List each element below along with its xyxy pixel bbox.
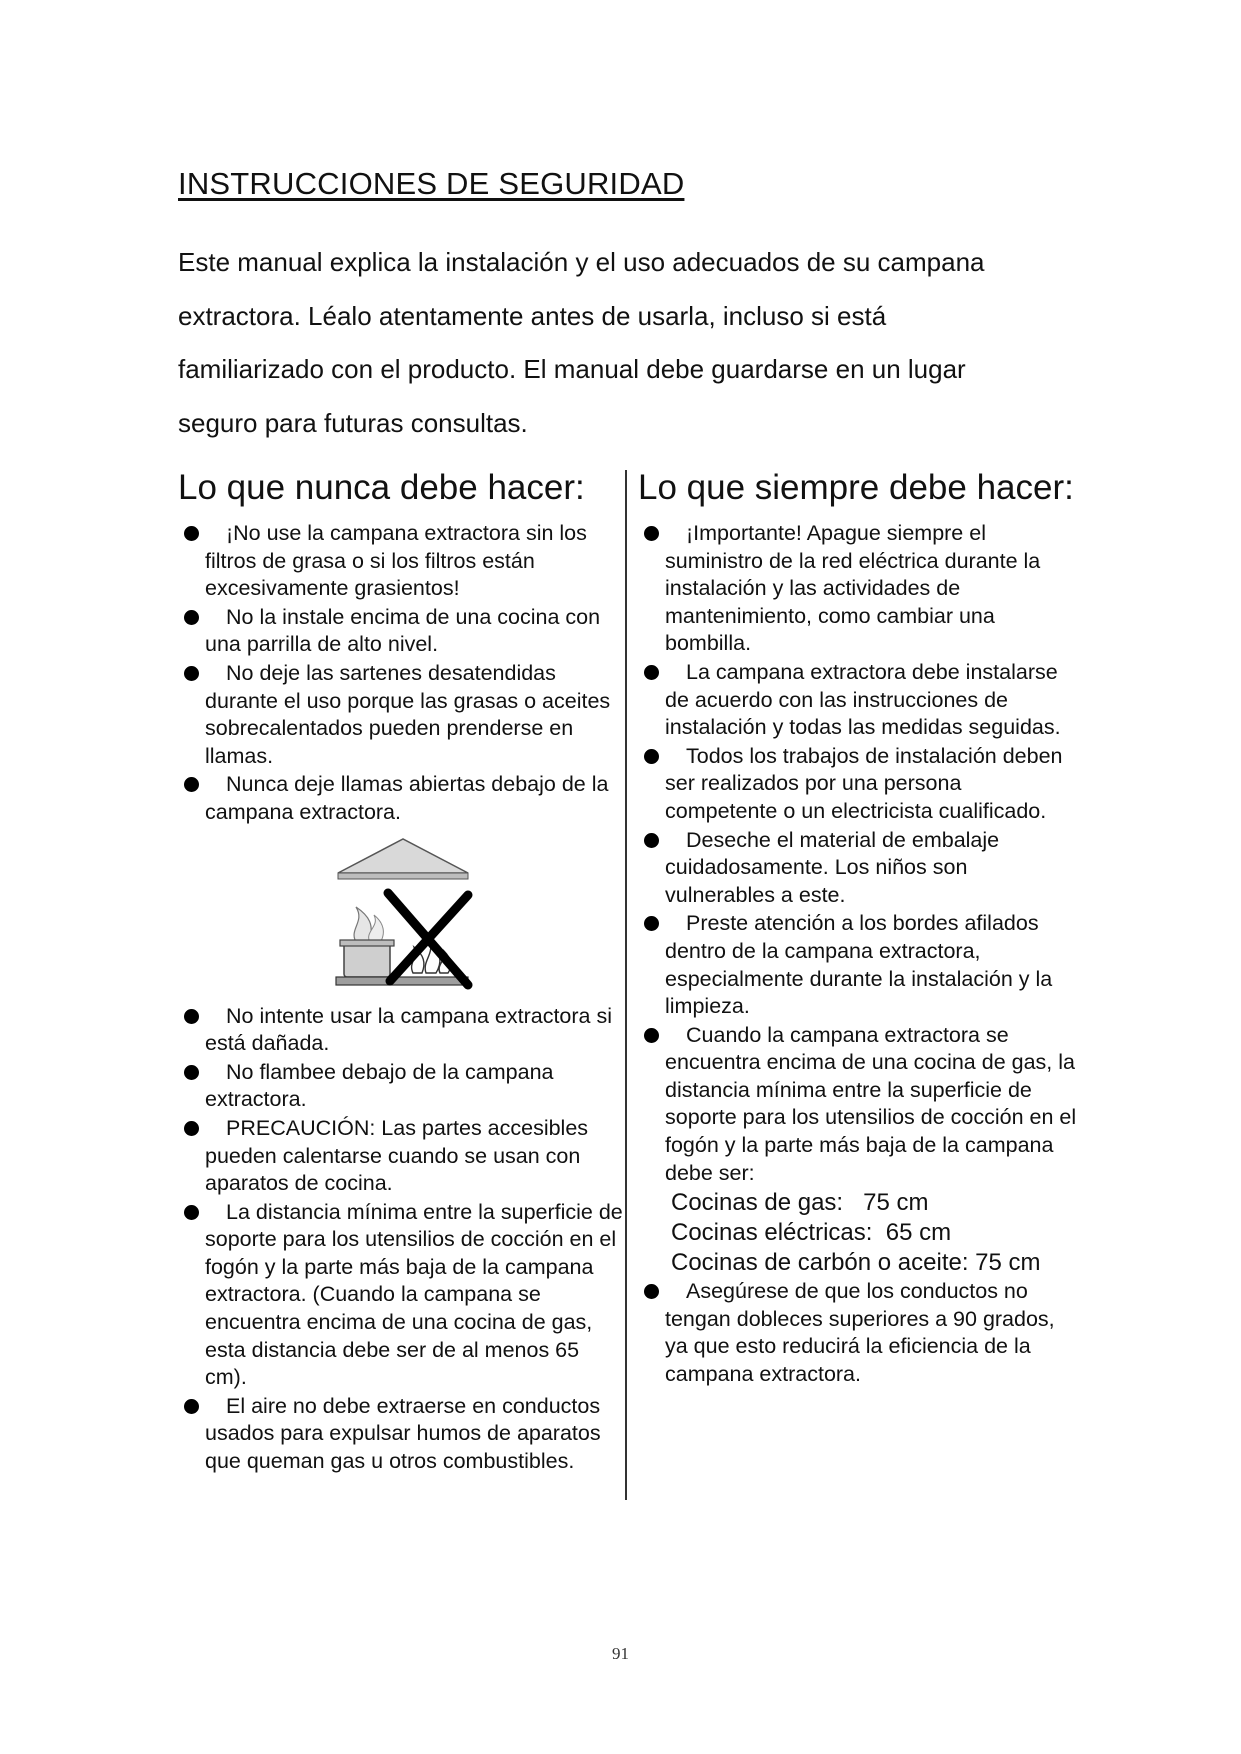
list-item-text: PRECAUCIÓN: Las partes accesibles pueden calentarse cuando se usan con aparatos de cocina. bbox=[205, 1115, 589, 1196]
page-number: 91 bbox=[612, 1644, 629, 1663]
bullet-icon bbox=[644, 526, 659, 541]
bullet-icon bbox=[644, 833, 659, 848]
always-list bbox=[638, 520, 1078, 1390]
list-item-text: No intente usar la campana extractora si está dañada. bbox=[205, 1003, 613, 1056]
list-item bbox=[178, 1003, 623, 1058]
intro-line: extractora. Léalo atentamente antes de usarla, incluso si está bbox=[178, 300, 887, 331]
list-item-text: ¡No use la campana extractora sin los filtros de grasa o si los filtros están excesivamente grasientos! bbox=[205, 521, 587, 601]
list-item-text: El aire no debe extraerse en conductos usados para expulsar humos de aparatos que queman gas u otros combustibles. bbox=[205, 1393, 601, 1474]
bullet-icon bbox=[184, 777, 199, 792]
list-item bbox=[178, 1115, 623, 1198]
distance-gas: Cocinas de gas: 75 cm bbox=[671, 1189, 929, 1217]
bullet-icon bbox=[184, 1399, 199, 1414]
bullet-icon bbox=[184, 666, 199, 681]
list-item-text: No la instale encima de una cocina con una parrilla de alto nivel. bbox=[205, 604, 601, 657]
bullet-icon bbox=[184, 1121, 199, 1136]
distance-list bbox=[638, 1188, 1078, 1278]
list-item bbox=[638, 659, 1078, 742]
never-heading: Lo que nunca debe hacer: bbox=[178, 468, 585, 507]
bullet-icon bbox=[184, 1065, 199, 1080]
intro-line: seguro para futuras consultas. bbox=[178, 407, 528, 438]
bullet-icon bbox=[644, 916, 659, 931]
list-item-text: Deseche el material de embalaje cuidadosamente. Los niños son vulnerables a este. bbox=[665, 827, 1000, 907]
list-item bbox=[638, 520, 1078, 658]
never-list bbox=[178, 520, 623, 1477]
column-divider bbox=[625, 470, 627, 1500]
page-title: INSTRUCCIONES DE SEGURIDAD bbox=[178, 166, 685, 201]
list-item-text: No flambee debajo de la campana extractora. bbox=[205, 1059, 554, 1112]
list-item bbox=[638, 1022, 1078, 1188]
list-item bbox=[178, 1393, 623, 1476]
list-item bbox=[638, 827, 1078, 910]
bullet-icon bbox=[644, 749, 659, 764]
list-item bbox=[638, 910, 1078, 1020]
list-item bbox=[178, 1199, 623, 1392]
intro-line: familiarizado con el producto. El manual debe guardarse en un lugar bbox=[178, 354, 966, 384]
list-item-text: La distancia mínima entre la superficie de soporte para los utensilios de cocción en el fogón y la parte más baja de la campana extractora. (Cuando la campana se encuentra encima de una cocina de gas, esta distancia debe ser de al menos 65 cm). bbox=[205, 1199, 623, 1390]
bullet-icon bbox=[184, 526, 199, 541]
list-item-text: Nunca deje llamas abiertas debajo de la campana extractora. bbox=[205, 772, 609, 824]
list-item-text: ¡Importante! Apague siempre el suministro de la red eléctrica durante la instalación y las actividades de mantenimiento, como cambiar una bombilla. bbox=[665, 521, 1041, 656]
list-item-text: Cuando la campana extractora se encuentra encima de una cocina de gas, la distancia mínima entre la superficie de soporte para los utensilios de cocción en el fogón y la parte más baja de la campana debe ser: bbox=[665, 1022, 1077, 1185]
list-item bbox=[638, 1278, 1078, 1388]
bullet-icon bbox=[184, 1009, 199, 1024]
distance-coal-oil: Cocinas de carbón o aceite: 75 cm bbox=[671, 1249, 1041, 1277]
list-item bbox=[178, 604, 623, 659]
distance-electric: Cocinas eléctricas: 65 cm bbox=[671, 1219, 952, 1247]
bullet-icon bbox=[184, 610, 199, 625]
bullet-icon bbox=[184, 1205, 199, 1220]
always-heading: Lo que siempre debe hacer: bbox=[638, 468, 1074, 507]
bullet-icon bbox=[644, 1284, 659, 1299]
no-flame-under-hood-icon bbox=[178, 835, 623, 995]
bullet-icon bbox=[644, 1028, 659, 1043]
bullet-icon bbox=[644, 665, 659, 680]
list-item bbox=[178, 520, 623, 603]
list-item-text: Preste atención a los bordes afilados dentro de la campana extractora, especialmente durante la instalación y la limpieza. bbox=[665, 911, 1053, 1019]
intro-paragraph bbox=[178, 236, 1078, 450]
list-item bbox=[178, 771, 623, 826]
list-item-text: Todos los trabajos de instalación deben ser realizados por una persona competente o un electricista cualificado. bbox=[665, 743, 1063, 823]
list-item bbox=[178, 1059, 623, 1114]
list-item-text: Asegúrese de que los conductos no tengan dobleces superiores a 90 grados, ya que esto reducirá la eficiencia de la campana extractora. bbox=[665, 1279, 1055, 1387]
intro-line: Este manual explica la instalación y el uso adecuados de su campana bbox=[178, 247, 985, 277]
list-item bbox=[638, 743, 1078, 826]
list-item bbox=[178, 660, 623, 770]
list-item-text: La campana extractora debe instalarse de acuerdo con las instrucciones de instalación y todas las medidas seguidas. bbox=[665, 659, 1061, 740]
list-item-text: No deje las sartenes desatendidas durante el uso porque las grasas o aceites sobrecalentados pueden prenderse en llamas. bbox=[205, 660, 611, 768]
